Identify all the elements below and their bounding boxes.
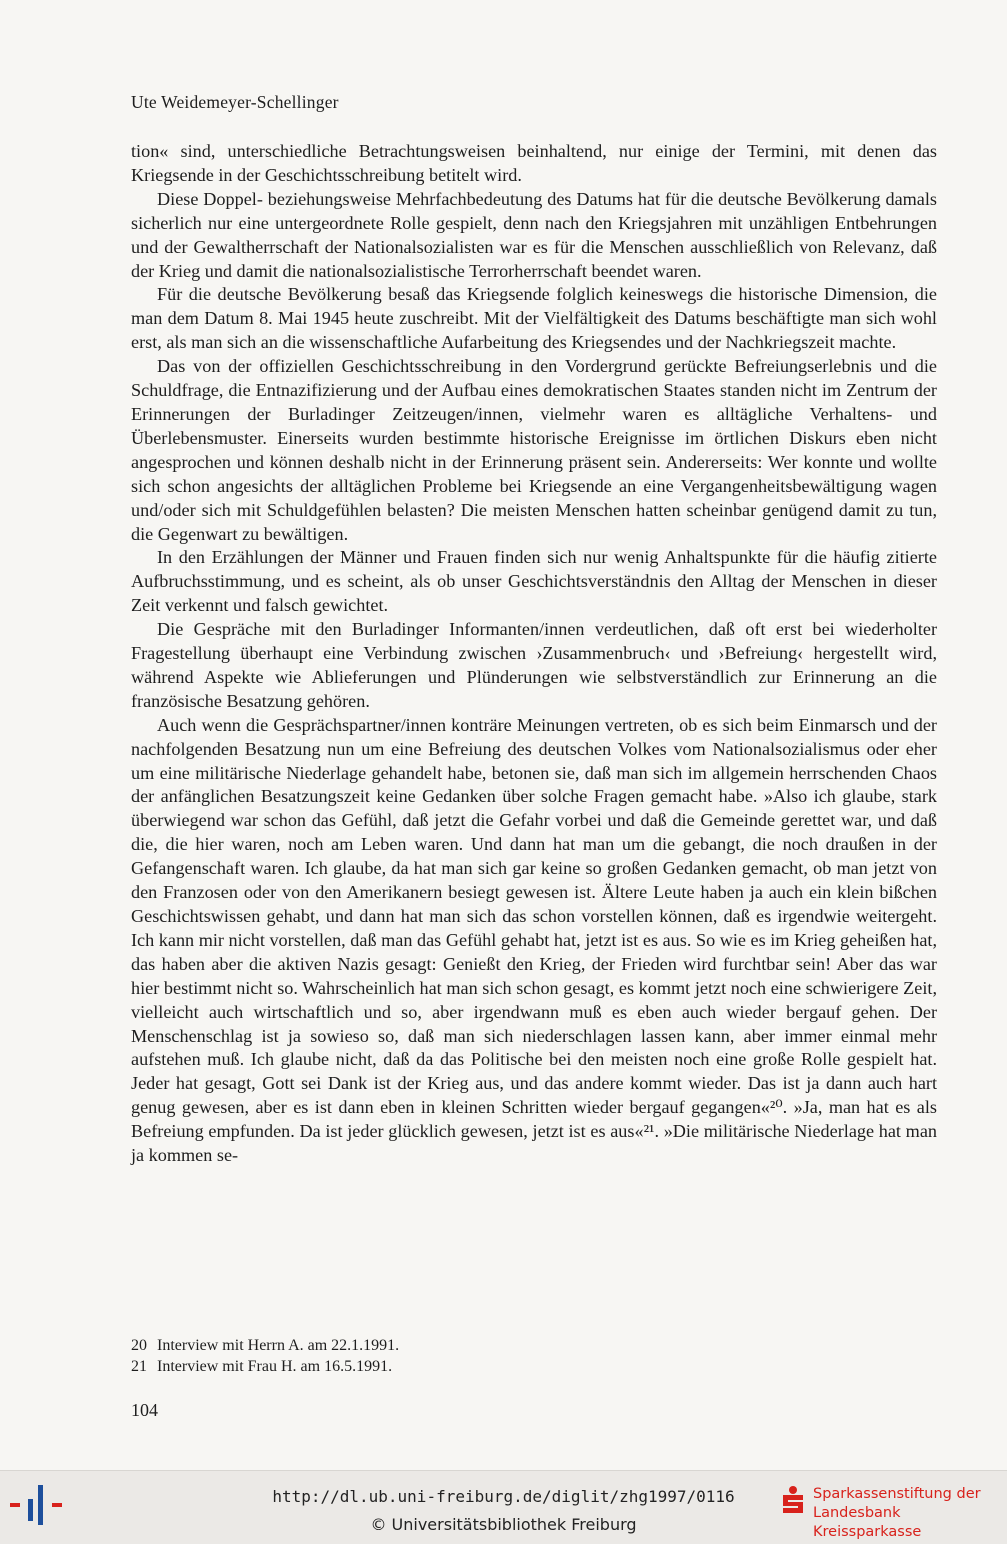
footnote	[131, 1356, 937, 1377]
page-number: 104	[131, 1400, 158, 1420]
paragraph: tion« sind, unterschiedliche Betrachtungsweisen beinhaltend, nur einige der Termini, mit denen das Kriegsende in der Geschichtsschreibung betitelt wird.	[131, 141, 937, 185]
paragraph: Die Gespräche mit den Burladinger Informanten/innen verdeutlichen, daß oft erst bei wiederholter Fragestellung überhaupt eine Verbindung zwischen ›Zusammenbruch‹ und ›Befreiung‹ hergestellt wird, während Aspekte wie Ablieferungen und Plünderungen wie selbstverständlich zur Erinnerung an die französische Besatzung gehören.	[131, 619, 937, 711]
body-text	[131, 140, 937, 1168]
paragraph: Auch wenn die Gesprächspartner/innen konträre Meinungen vertreten, ob es sich beim Einmarsch und der nachfolgenden Besatzung nun um eine Befreiung des deutschen Volkes vom Nationalsozialismus oder eher um eine militärische Niederlage gehandelt habe, betonen sie, daß man sich im allgemein herrschenden Chaos der anfänglichen Besatzungszeit keine Gedanken über solche Fragen gemacht habe. »Also ich glaube, stark überwiegend war schon das Gefühl, daß jetzt die Gefahr vorbei und daß die Gemeinde gerettet war, und daß die, die hier waren, noch am Leben waren. Und dann hat man um die gebangt, die noch draußen in der Gefangenschaft waren. Ich glaube, da hat man sich gar keine so großen Gedanken gemacht, ob man jetzt von den Franzosen oder von den Amerikanern besiegt gewesen ist. Ältere Leute haben ja auch ein klein bißchen Geschichtswissen gehabt, und dann hat man sich das schon vorstellen können, daß es irgendwie weitergeht. Ich kann mir nicht vorstellen, daß man das Gefühl gehabt hat, jetzt ist es aus. So wie es im Krieg geheißen hat, das haben aber die aktiven Nazis gesagt: Genießt den Krieg, der Frieden wird furchtbar sein! Aber das war hier bestimmt nicht so. Wahrscheinlich hat man sich schon gesagt, es kommt jetzt noch eine schwierigere Zeit, vielleicht auch wirtschaftlich und so, aber irgendwann muß es eben auch wieder bergauf gehen. Der Menschenschlag ist ja sowieso so, daß man sich niederschlagen lassen kann, aber immer einmal mehr aufstehen muß. Ich glaube nicht, daß da das Politische bei den meisten noch eine große Rolle gespielt hat. Jeder hat gesagt, Gott sei Dank ist der Krieg aus, und das andere kommt wieder. Das ist ja dann auch hart genug gewesen, aber es ist dann eben in kleinen Schritten wieder bergauf gegangen«²⁰. »Ja, man hat es als Befreiung empfunden. Da ist jeder glücklich gewesen, jetzt ist es aus«²¹. »Die militärische Niederlage hat man ja kommen se-	[131, 714, 937, 1166]
viewer-footer	[0, 1470, 1007, 1544]
paragraph: In den Erzählungen der Männer und Frauen finden sich nur wenig Anhaltspunkte für die häufig zitierte Aufbruchsstimmung, und es scheint, als ob unser Geschichtsverständnis den Alltag der Menschen in dieser Zeit verkennt und falsch gewichtet.	[131, 547, 937, 616]
paragraph: Für die deutsche Bevölkerung besaß das Kriegsende folglich keineswegs die historische Dimension, die man dem Datum 8. Mai 1945 heute zuschreibt. Mit der Vielfältigkeit des Datums beschäftigte man sich wohl erst, als man sich an die wissenschaftliche Aufarbeitung des Kriegsendes und der Nachkriegszeit machte.	[131, 284, 937, 353]
running-head: Ute Weidemeyer-Schellinger	[131, 92, 339, 112]
footnote-number: 21	[131, 1358, 147, 1375]
footnotes	[131, 1335, 937, 1377]
sponsor-text	[813, 1485, 1007, 1542]
sparkasse-logo-icon	[779, 1485, 807, 1515]
sponsor-line: Landesbank Kreissparkasse	[813, 1505, 922, 1540]
footnote	[131, 1335, 937, 1356]
footnote-text: Interview mit Herrn A. am 22.1.1991.	[157, 1337, 400, 1354]
footnote-text: Interview mit Frau H. am 16.5.1991.	[157, 1358, 393, 1375]
copyright-text: © Universitätsbibliothek Freiburg	[370, 1515, 637, 1534]
paragraph: Das von der offiziellen Geschichtsschreibung in den Vordergrund gerückte Befreiungserlebnis und die Schuldfrage, die Entnazifizierung und der Aufbau eines demokratischen Staates standen nicht im Zentrum der Erinnerungen der Burladinger Zeitzeugen/innen, vielmehr waren es alltägliche Verhaltens- und Überlebensmuster. Einerseits wurden bestimmte historische Ereignisse im örtlichen Diskurs eben nicht angesprochen und können deshalb nicht in der Erinnerung präsent sein. Andererseits: Wer konnte und wollte sich schon angesichts der alltäglichen Probleme bei Kriegsende an eine Vergangenheitsbewältigung wagen und/oder sich mit Schuldgefühlen belasten? Die meisten Menschen hatten scheinbar genügend damit zu tun, die Gegenwart zu bewältigen.	[131, 356, 937, 544]
footnote-number: 20	[131, 1337, 147, 1354]
sponsor-line: Sparkassenstiftung der	[813, 1486, 981, 1502]
paragraph: Diese Doppel- beziehungsweise Mehrfachbedeutung des Datums hat für die deutsche Bevölkerung damals sicherlich nur eine untergeordnete Rolle gespielt, denn nach den Kriegsjahren mit unzähligen Entbehrungen und der Gewaltherrschaft der Nationalsozialisten war es für die Menschen ausschließlich von Relevanz, daß der Krieg und damit die nationalsozialistische Terrorherrschaft beendet waren.	[131, 188, 937, 281]
permalink-url[interactable]: http://dl.ub.uni-freiburg.de/diglit/zhg1997/0116	[272, 1487, 735, 1506]
